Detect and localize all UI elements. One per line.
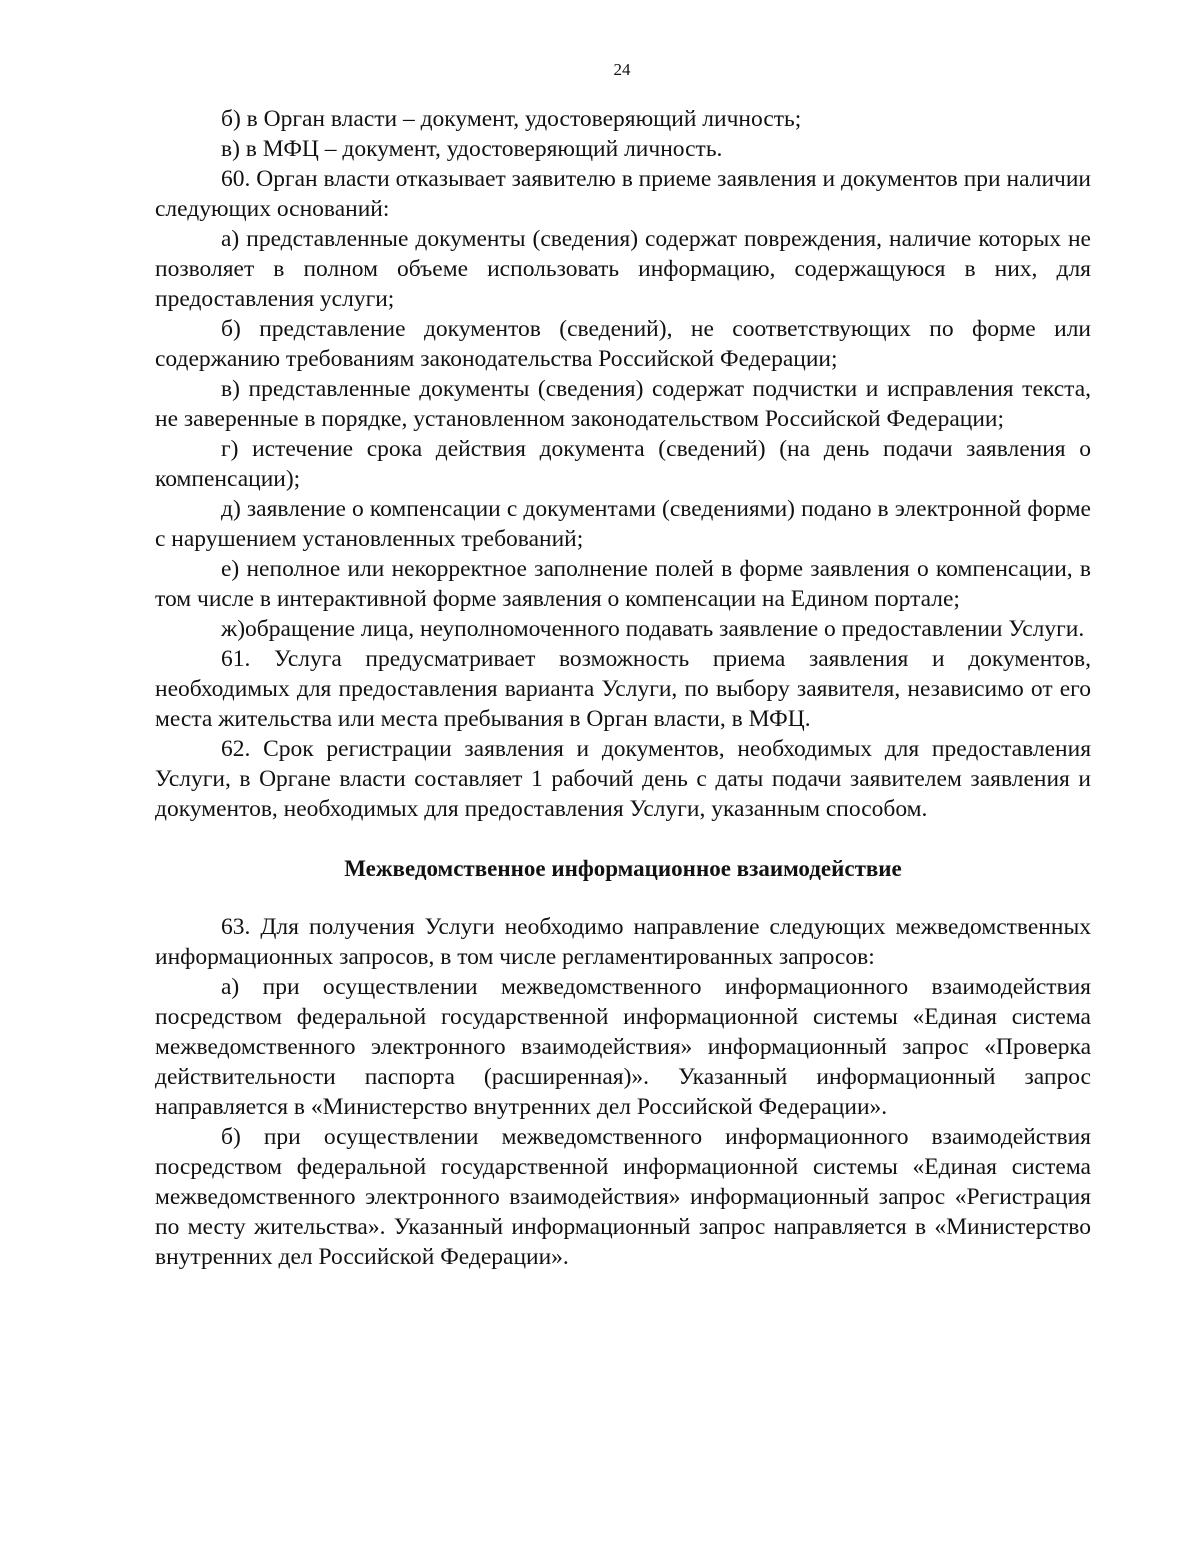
page-number: 24 xyxy=(613,60,631,79)
paragraph-61: 61. Услуга предусматривает возможность приема заявления и документов, необходимых для предоставления варианта Услуги, по выбору заявителя, независимо от его места жительства или места пребывания в Орган власти, в МФЦ. xyxy=(155,646,1091,732)
document-body xyxy=(155,104,1091,1272)
paragraph-62: 62. Срок регистрации заявления и документов, необходимых для предоставления Услуги, в Органе власти составляет 1 рабочий день с даты подачи заявителем заявления и документов, необходимых для предоставления Услуги, указанным способом. xyxy=(155,736,1091,822)
paragraph-60-a: а) представленные документы (сведения) содержат повреждения, наличие которых не позволяет в полном объеме использовать информацию, содержащуюся в них, для предоставления услуги; xyxy=(155,226,1091,312)
paragraph-item-v-mfc: в) в МФЦ – документ, удостоверяющий личность. xyxy=(221,136,723,162)
paragraph-63-b: б) при осуществлении межведомственного информационного взаимодействия посредством федеральной государственной информационной системы «Единая система межведомственного электронного взаимодействия» информационный запрос «Регистрация по месту жительства». Указанный информационный запрос направляется в «Министерство внутренних дел Российской Федерации». xyxy=(155,1124,1091,1270)
paragraph-63-a: а) при осуществлении межведомственного информационного взаимодействия посредством федеральной государственной информационной системы «Единая система межведомственного электронного взаимодействия» информационный запрос «Проверка действительности паспорта (расширенная)». Указанный информационный запрос направляется в «Министерство внутренних дел Российской Федерации». xyxy=(155,974,1091,1120)
paragraph-60: 60. Орган власти отказывает заявителю в приеме заявления и документов при наличии следующих оснований: xyxy=(155,166,1091,222)
paragraph-60-g: г) истечение срока действия документа (сведений) (на день подачи заявления о компенсации); xyxy=(155,436,1091,492)
paragraph-60-d: д) заявление о компенсации с документами (сведениями) подано в электронной форме с нарушением установленных требований; xyxy=(155,496,1091,552)
paragraph-60-zh: ж)обращение лица, неуполномоченного подавать заявление о предоставлении Услуги. xyxy=(221,616,1085,642)
section-heading: Межведомственное информационное взаимодействие xyxy=(344,856,902,881)
paragraph-60-b: б) представление документов (сведений), не соответствующих по форме или содержанию требованиям законодательства Российской Федерации; xyxy=(155,316,1091,372)
paragraph-63: 63. Для получения Услуги необходимо направление следующих межведомственных информационных запросов, в том числе регламентированных запросов: xyxy=(155,914,1091,970)
paragraph-60-e: е) неполное или некорректное заполнение полей в форме заявления о компенсации, в том числе в интерактивной форме заявления о компенсации на Едином портале; xyxy=(155,556,1091,612)
paragraph-item-b-organ: б) в Орган власти – документ, удостоверяющий личность; xyxy=(221,106,802,132)
paragraph-60-v: в) представленные документы (сведения) содержат подчистки и исправления текста, не заверенные в порядке, установленном законодательством Российской Федерации; xyxy=(155,376,1091,432)
